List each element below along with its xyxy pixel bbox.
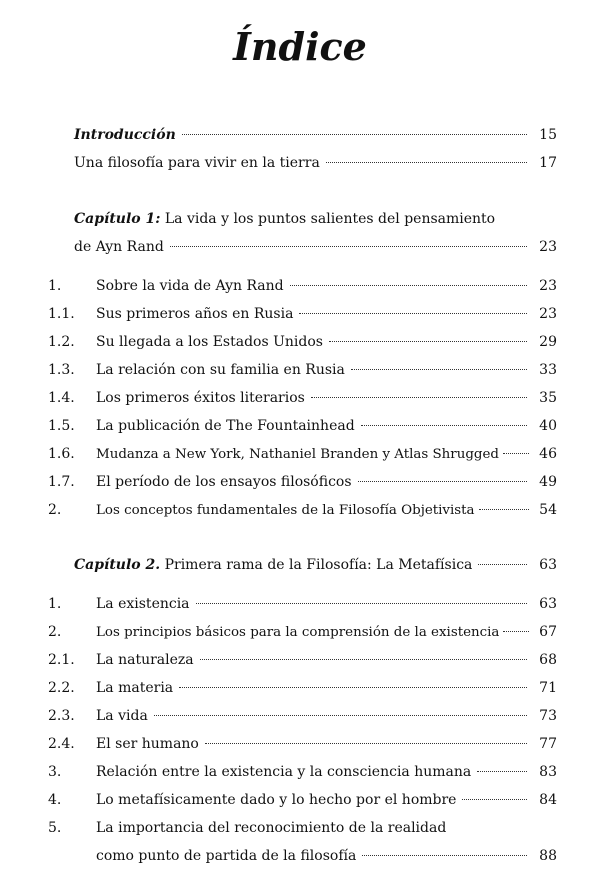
toc-entry-number: 1.5.	[48, 418, 75, 434]
toc-entry[interactable]	[96, 705, 557, 727]
toc-entry[interactable]	[96, 471, 557, 493]
toc-label: La naturaleza	[96, 652, 194, 668]
dot-leader	[361, 425, 527, 426]
chapter1-title-line1: Capítulo 1: La vida y los puntos salientes del pensamiento	[74, 211, 496, 227]
toc-entry-number: 1.6.	[48, 446, 75, 462]
toc-entry-number: 2.3.	[48, 708, 75, 724]
toc-page-number: 54	[539, 502, 557, 518]
toc-label: La publicación de The Fountainhead	[96, 418, 355, 434]
dot-leader	[462, 799, 527, 800]
dot-leader	[205, 743, 527, 744]
toc-page-number: 23	[539, 278, 557, 294]
toc-label: Su llegada a los Estados Unidos	[96, 334, 323, 350]
toc-entry-filosofia-vivir[interactable]	[74, 152, 557, 174]
toc-entry-number: 2.	[48, 624, 62, 640]
chapter1-heading[interactable]	[74, 208, 557, 230]
chapter2-prefix: Capítulo 2.	[74, 557, 161, 573]
dot-leader	[299, 313, 527, 314]
toc-entry[interactable]	[96, 733, 557, 755]
page-title: Índice	[233, 24, 367, 69]
toc-entry-number: 2.1.	[48, 652, 75, 668]
toc-entry[interactable]	[96, 499, 557, 521]
toc-entry[interactable]	[96, 593, 557, 615]
toc-label: Lo metafísicamente dado y lo hecho por el hombre	[96, 792, 457, 808]
toc-label: El ser humano	[96, 736, 199, 752]
toc-entry-number: 1.1.	[48, 306, 75, 322]
toc-page-number: 88	[539, 848, 557, 864]
toc-page-number: 40	[539, 418, 557, 434]
dot-leader	[200, 659, 527, 660]
toc-page-number: 73	[539, 708, 557, 724]
dot-leader	[179, 687, 527, 688]
toc-page-number: 15	[539, 127, 557, 143]
toc-label: Los primeros éxitos literarios	[96, 390, 305, 406]
dot-leader	[170, 246, 527, 247]
dot-leader	[182, 134, 527, 135]
toc-label: La existencia	[96, 596, 190, 612]
toc-label: La relación con su familia en Rusia	[96, 362, 345, 378]
dot-leader	[479, 509, 529, 510]
chapter1-title-line2: de Ayn Rand	[74, 239, 164, 255]
toc-entry[interactable]	[96, 275, 557, 297]
dot-leader	[196, 603, 527, 604]
chapter2-title: Capítulo 2. Primera rama de la Filosofía: La Metafísica	[74, 557, 473, 573]
toc-entry[interactable]	[96, 621, 557, 643]
toc-entry-number: 3.	[48, 764, 62, 780]
toc-label-line1: La importancia del reconocimiento de la realidad	[96, 820, 447, 836]
toc-entry-number: 1.	[48, 278, 62, 294]
chapter2-heading[interactable]	[74, 554, 557, 576]
dot-leader	[329, 341, 527, 342]
toc-page-number: 63	[539, 557, 557, 573]
dot-leader	[503, 631, 529, 632]
toc-entry[interactable]	[96, 789, 557, 811]
toc-page-number: 77	[539, 736, 557, 752]
toc-entry-number: 1.2.	[48, 334, 75, 350]
toc-page-number: 67	[539, 624, 557, 640]
toc-entry-introduccion[interactable]	[74, 124, 557, 146]
toc-entry-number: 1.	[48, 596, 62, 612]
dot-leader	[311, 397, 527, 398]
toc-label: Sobre la vida de Ayn Rand	[96, 278, 284, 294]
dot-leader	[477, 771, 527, 772]
toc-entry-number: 2.	[48, 502, 62, 518]
toc-label: Mudanza a New York, Nathaniel Branden y Atlas Shrugged	[96, 447, 499, 462]
toc-entry[interactable]	[96, 303, 557, 325]
toc-entry-number: 2.4.	[48, 736, 75, 752]
toc-label: Relación entre la existencia y la consciencia humana	[96, 764, 472, 780]
toc-page-number: 71	[539, 680, 557, 696]
toc-page-number: 63	[539, 596, 557, 612]
toc-page-number: 83	[539, 764, 557, 780]
toc-label: El período de los ensayos filosóficos	[96, 474, 352, 490]
toc-entry-number: 4.	[48, 792, 62, 808]
toc-entry[interactable]	[96, 677, 557, 699]
toc-label: Sus primeros años en Rusia	[96, 306, 294, 322]
dot-leader	[478, 564, 527, 565]
dot-leader	[326, 162, 527, 163]
dot-leader	[358, 481, 527, 482]
toc-page-number: 17	[539, 155, 557, 171]
chapter1-heading-cont[interactable]	[74, 236, 557, 258]
toc-entry[interactable]	[96, 649, 557, 671]
toc-entry-number: 1.3.	[48, 362, 75, 378]
dot-leader	[503, 453, 529, 454]
toc-entry-number: 5.	[48, 820, 62, 836]
chapter1-prefix: Capítulo 1:	[74, 211, 161, 227]
toc-entry-number: 2.2.	[48, 680, 75, 696]
toc-page-number: 35	[539, 390, 557, 406]
toc-page-number: 23	[539, 239, 557, 255]
dot-leader	[351, 369, 527, 370]
toc-label: La vida	[96, 708, 148, 724]
toc-entry-number: 1.7.	[48, 474, 75, 490]
toc-label: Los conceptos fundamentales de la Filosofía Objetivista	[96, 503, 475, 518]
toc-entry[interactable]	[96, 817, 557, 839]
toc-label: Una filosofía para vivir en la tierra	[74, 155, 320, 171]
dot-leader	[290, 285, 527, 286]
toc-page-number: 29	[539, 334, 557, 350]
toc-entry[interactable]	[96, 761, 557, 783]
toc-entry[interactable]	[96, 387, 557, 409]
toc-page-number: 49	[539, 474, 557, 490]
toc-label: Introducción	[74, 127, 176, 143]
toc-entry[interactable]	[96, 331, 557, 353]
toc-entry[interactable]	[96, 415, 557, 437]
dot-leader	[362, 855, 527, 856]
dot-leader	[154, 715, 527, 716]
toc-page-number: 23	[539, 306, 557, 322]
toc-label: La materia	[96, 680, 174, 696]
toc-label: Los principios básicos para la comprensión de la existencia	[96, 625, 500, 640]
toc-entry-cont[interactable]	[96, 845, 557, 867]
toc-page-number: 84	[539, 792, 557, 808]
toc-page-number: 68	[539, 652, 557, 668]
toc-entry[interactable]	[96, 443, 557, 465]
toc-page-number: 33	[539, 362, 557, 378]
toc-page-number: 46	[539, 446, 557, 462]
toc-entry[interactable]	[96, 359, 557, 381]
toc-label-line2: como punto de partida de la filosofía	[96, 848, 357, 864]
toc-entry-number: 1.4.	[48, 390, 75, 406]
